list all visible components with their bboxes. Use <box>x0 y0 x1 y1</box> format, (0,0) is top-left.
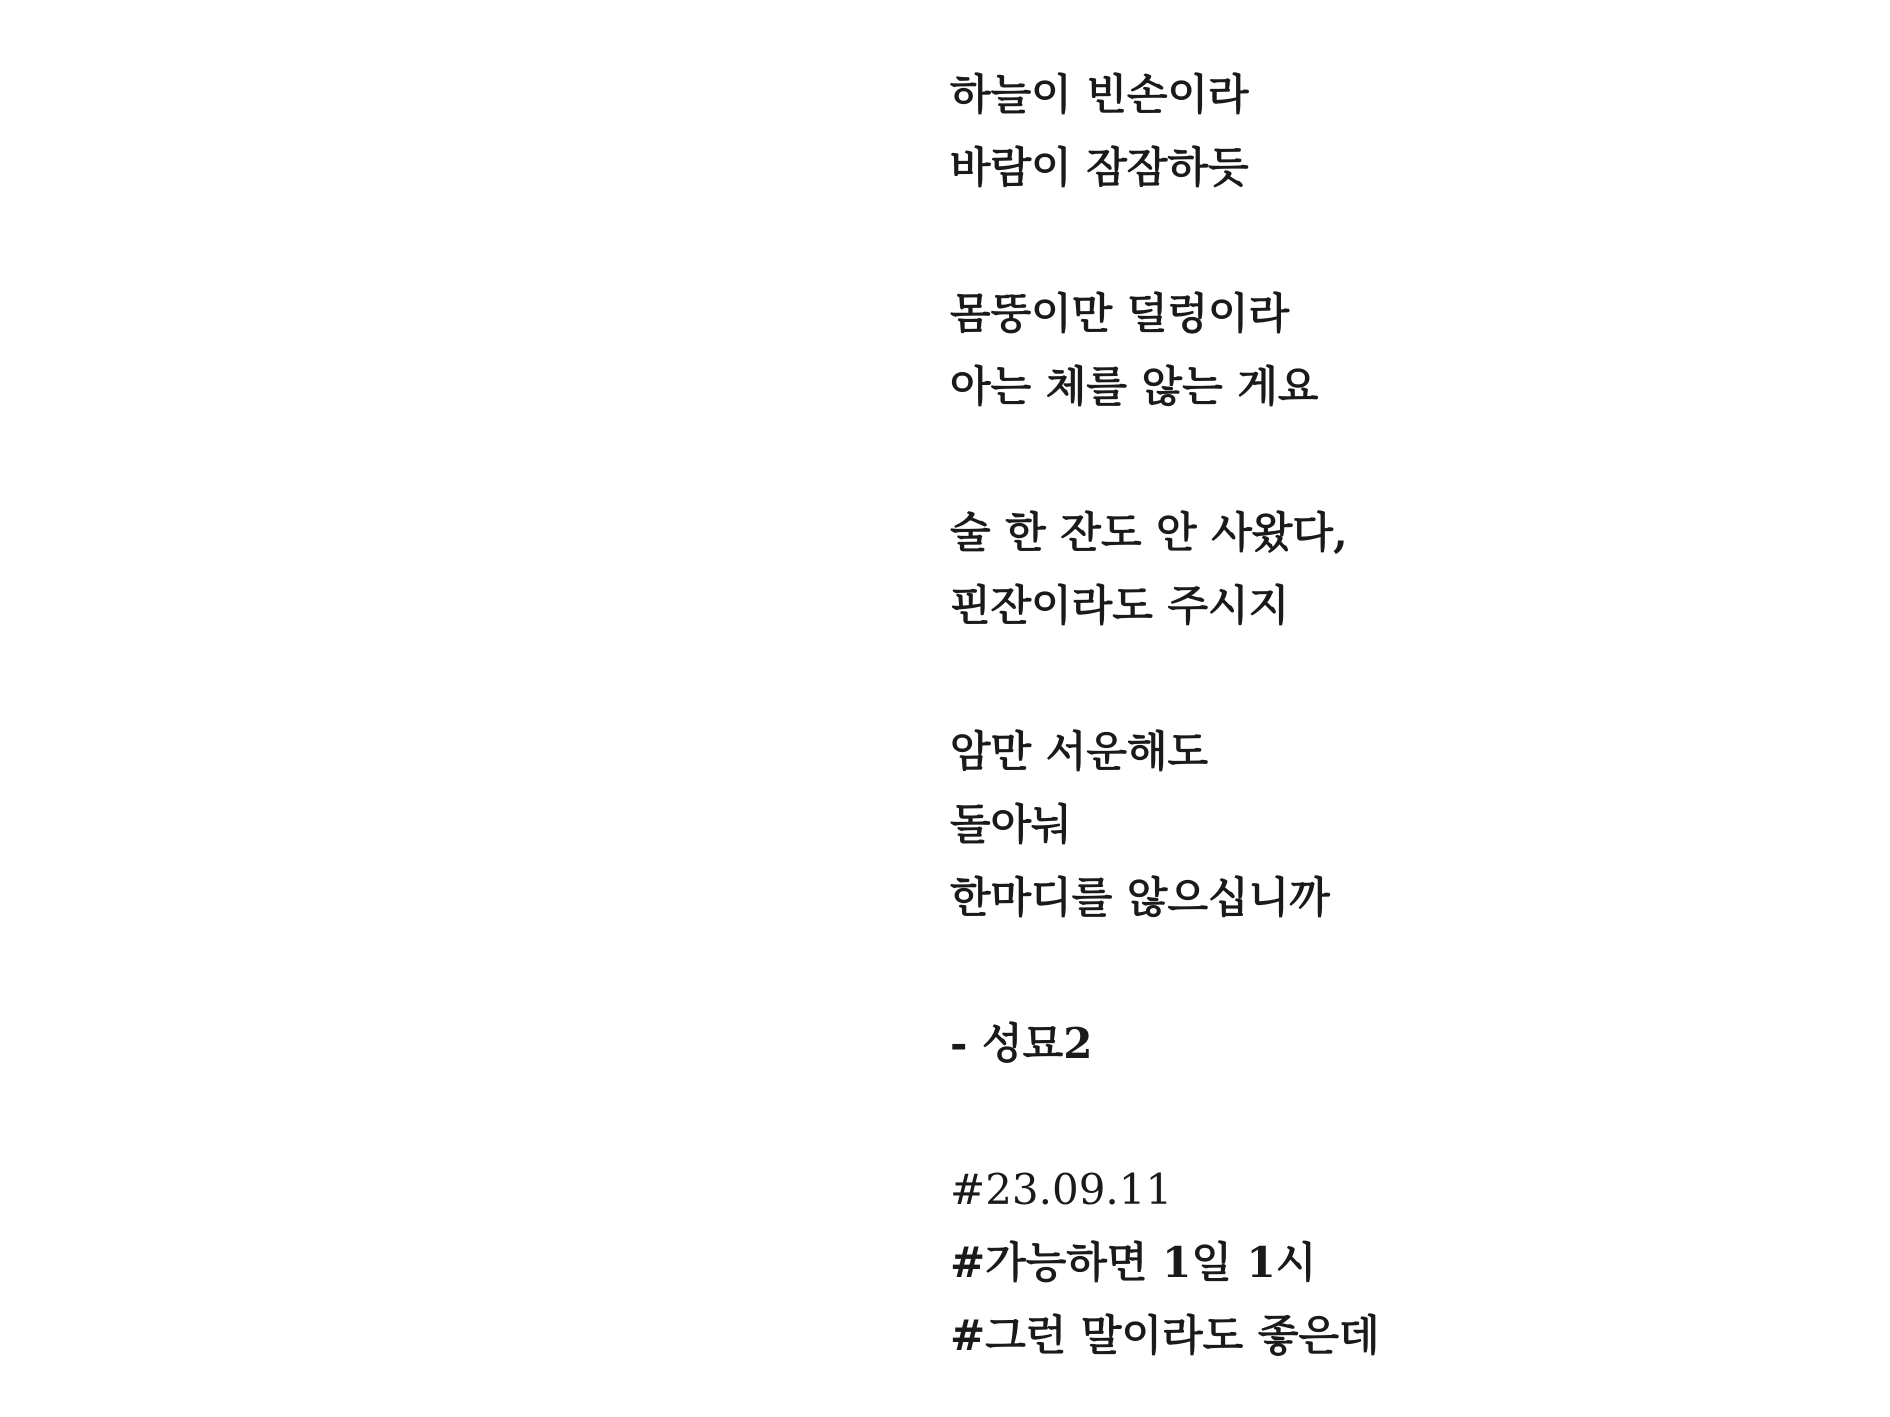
poem-line: 한마디를 않으십니까 <box>950 873 1330 922</box>
stanza-gap <box>950 423 1850 496</box>
poem-line: 몸뚱이만 덜렁이라 <box>950 289 1290 338</box>
stanza-1 <box>950 58 1850 204</box>
poem-line: 암만 서운해도 <box>950 727 1209 776</box>
stanza-gap <box>950 934 1850 1007</box>
hashtag: #가능하면 1일 1시 <box>950 1238 1317 1287</box>
poem-line: 핀잔이라도 주시지 <box>950 581 1290 630</box>
hashtag: #그런 말이라도 좋은데 <box>950 1311 1380 1360</box>
stanza-3 <box>950 496 1850 642</box>
poem-line: 바람이 잠잠하듯 <box>950 143 1249 192</box>
poem-body <box>950 58 1850 1372</box>
poem-line: 아는 체를 않는 게요 <box>950 362 1319 411</box>
poem-signature: - 성묘2 <box>950 1019 1093 1068</box>
hashtag-list <box>950 1153 1850 1372</box>
hashtag-date: #23.09.11 <box>950 1165 1173 1214</box>
poem-line: 술 한 잔도 안 사왔다, <box>950 508 1348 557</box>
stanza-4 <box>950 715 1850 934</box>
poem-line: 돌아눠 <box>950 800 1072 849</box>
stanza-gap <box>950 642 1850 715</box>
stanza-2 <box>950 277 1850 423</box>
poem-line: 하늘이 빈손이라 <box>950 70 1249 119</box>
stanza-gap <box>950 204 1850 277</box>
